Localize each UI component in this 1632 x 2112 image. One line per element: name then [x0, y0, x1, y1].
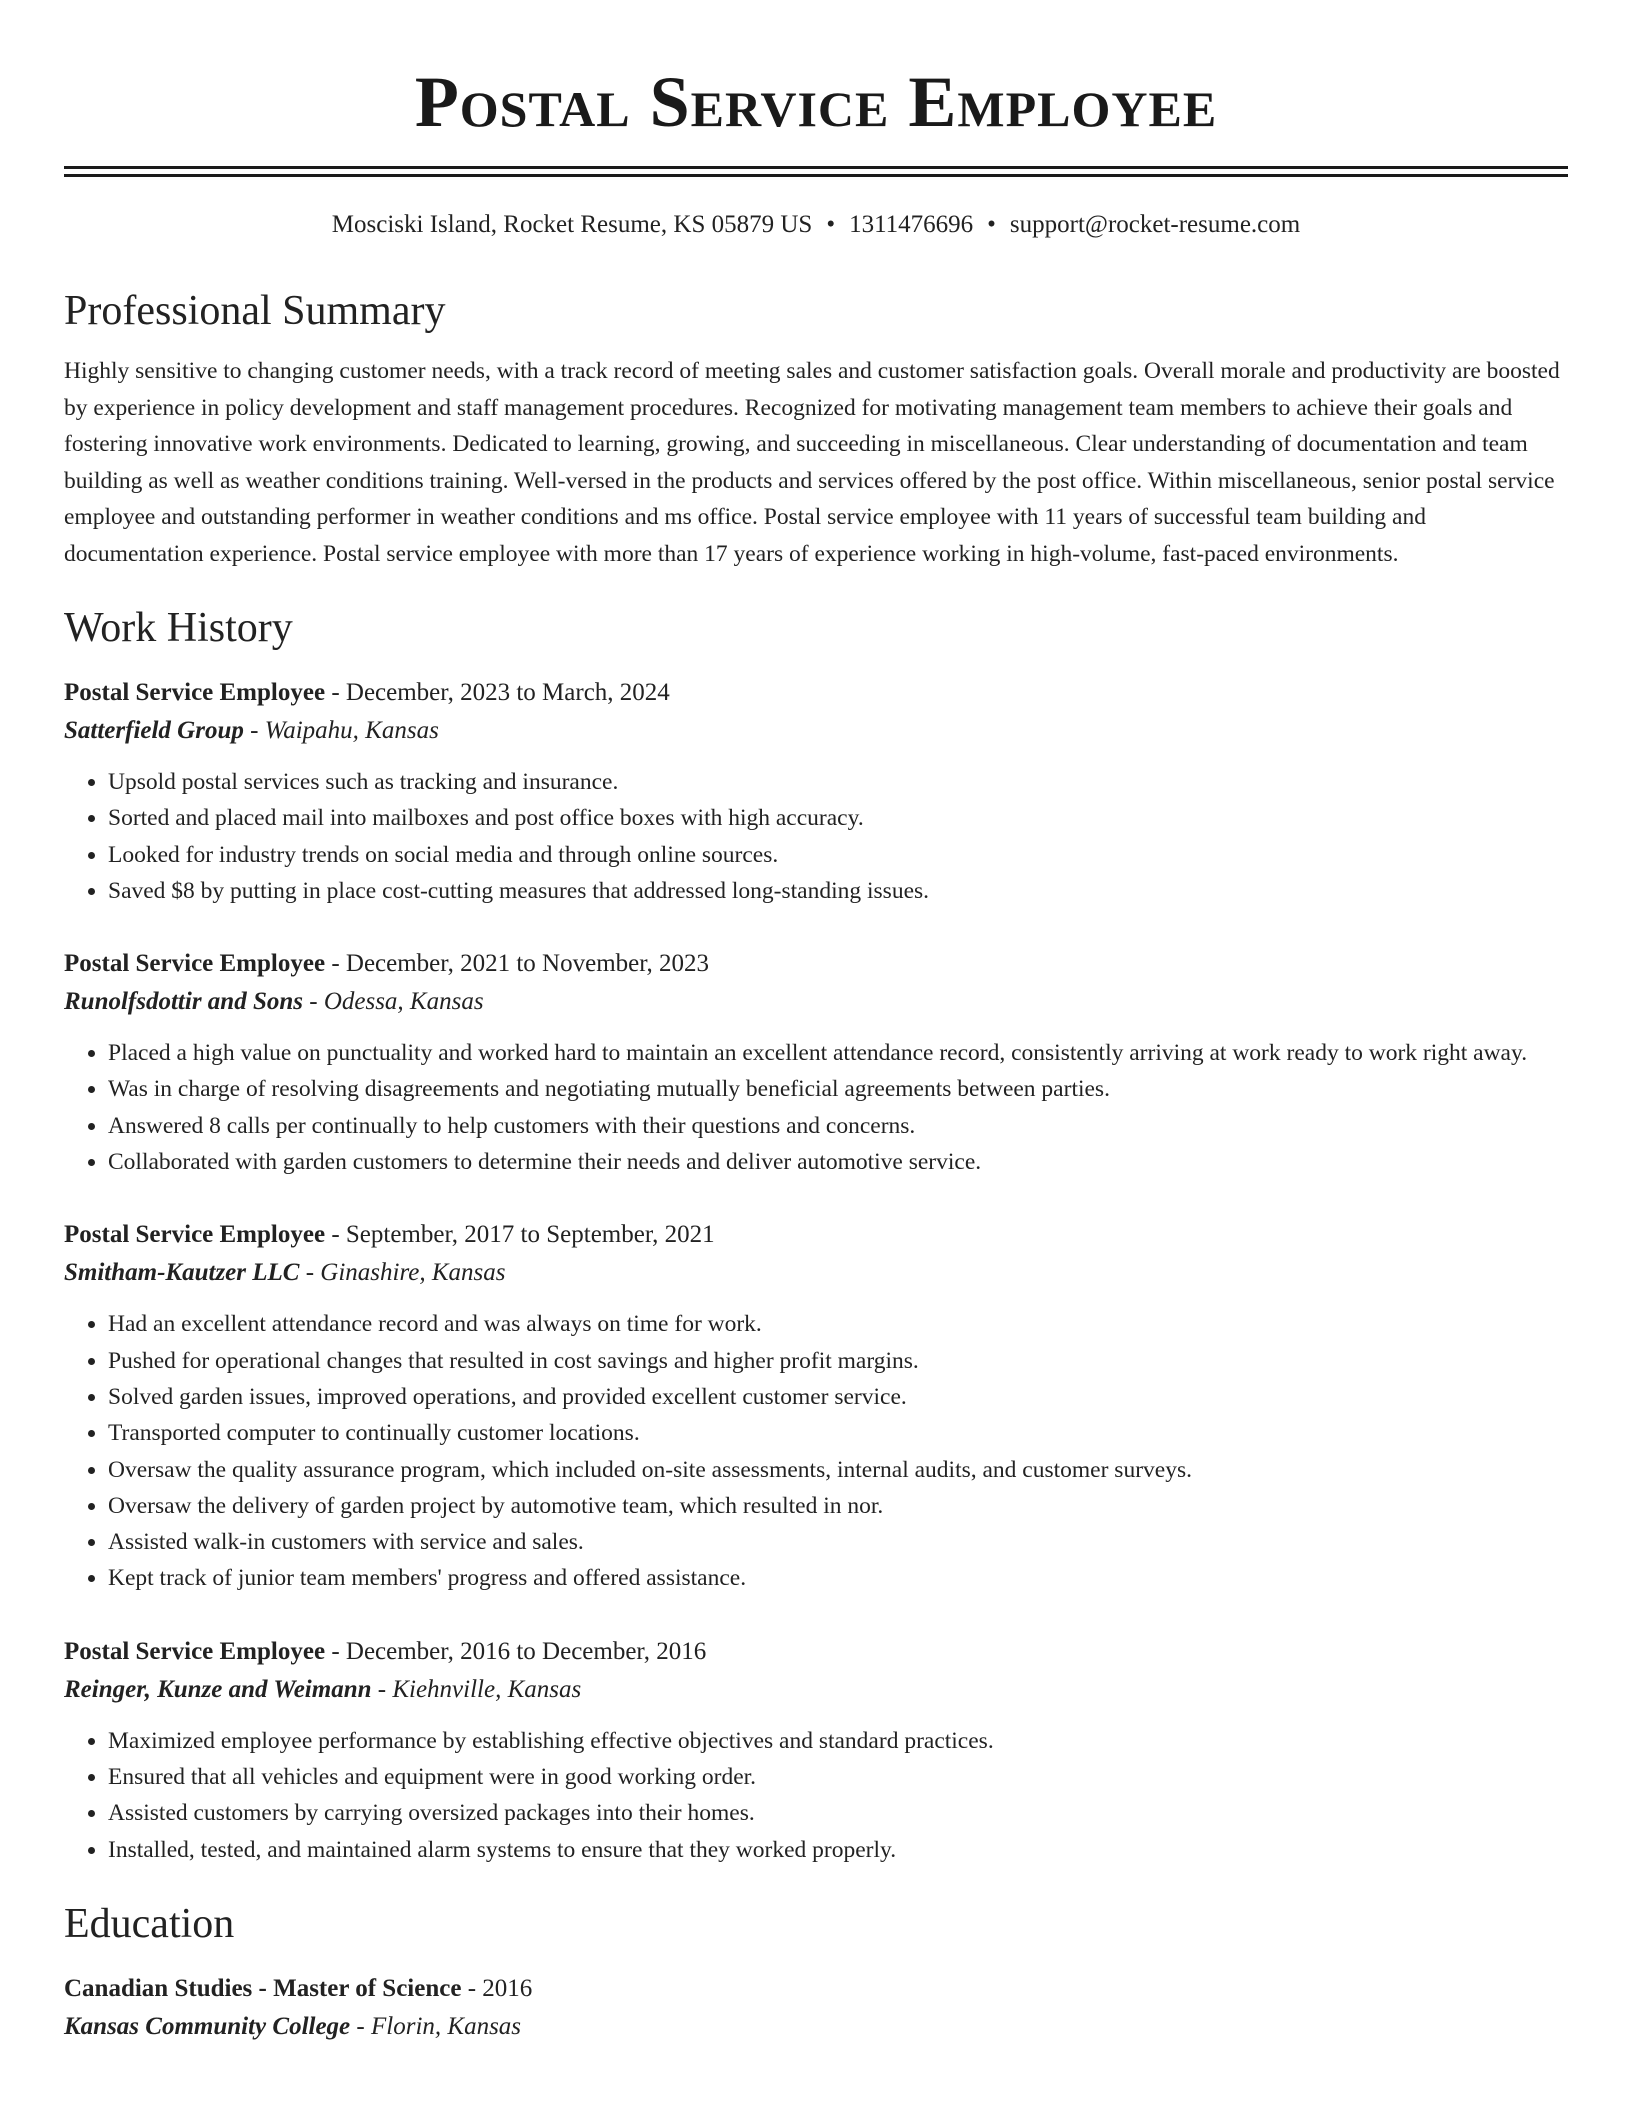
job-bullet: • Answered 8 calls per continually to help customers with their questions and concerns. — [108, 1108, 1568, 1144]
job-bullet: • Pushed for operational changes that resulted in cost savings and higher profit margins. — [108, 1343, 1568, 1379]
job-entry — [64, 674, 1568, 909]
company-line — [64, 1254, 1568, 1292]
school-name: Kansas Community College — [64, 2012, 351, 2040]
job-entry — [64, 1216, 1568, 1596]
company-name: Satterfield Group — [64, 717, 244, 744]
job-dates: - December, 2016 to December, 2016 — [325, 1637, 707, 1665]
company-line — [64, 1671, 1568, 1709]
company-location: - Odessa, Kansas — [303, 988, 484, 1016]
education-heading: Education — [64, 1900, 235, 1947]
job-bullet: • Transported computer to continually customer locations. — [108, 1415, 1568, 1451]
job-title-line — [64, 1633, 1568, 1671]
degree-name: Canadian Studies - Master of Science — [64, 1974, 462, 2002]
degree-year: - 2016 — [461, 1974, 533, 2002]
summary-text: Highly sensitive to changing customer needs, with a track record of meeting sales and customer satisfaction goals. Overall morale and productivity are boosted by experience in policy development and staff management procedures. Recognized for motivating management team members to achieve their goals and fostering innovative work environments. Dedicated to learning, growing, and succeeding in miscellaneous. Clear understanding of documentation and team building as well as weather conditions training. Well-versed in the products and services offered by the post office. Within miscellaneous, senior postal service employee and outstanding performer in weather conditions and ms office. Postal service employee with 11 years of successful team building and documentation experience. Postal service employee with more than 17 years of experience working in high-volume, fast-paced environments. — [64, 358, 1560, 567]
job-bullet: • Looked for industry trends on social media and through online sources. — [108, 837, 1568, 873]
contact-phone: 1311476696 — [849, 211, 974, 238]
company-line — [64, 983, 1568, 1021]
contact-email: support@rocket-resume.com — [1009, 211, 1301, 238]
company-name: Smitham-Kautzer LLC — [64, 1259, 300, 1287]
job-bullet: • Had an excellent attendance record and was always on time for work. — [108, 1306, 1568, 1342]
education-entry — [64, 1970, 1568, 2046]
job-title: Postal Service Employee — [64, 950, 326, 978]
job-bullet: • Ensured that all vehicles and equipment were in good working order. — [108, 1759, 1568, 1795]
summary-heading: Professional Summary — [64, 288, 446, 334]
job-title: Postal Service Employee — [64, 1637, 326, 1665]
header-rule-top — [64, 166, 1568, 169]
contact-separator: • — [987, 211, 996, 238]
school-line — [64, 2008, 1568, 2046]
job-bullet: • Assisted customers by carrying oversized packages into their homes. — [108, 1795, 1568, 1831]
job-bullet: • Kept track of junior team members' progress and offered assistance. — [108, 1560, 1568, 1596]
job-bullet: • Solved garden issues, improved operations, and provided excellent customer service. — [108, 1379, 1568, 1415]
company-name: Runolfsdottir and Sons — [64, 988, 303, 1016]
job-bullet: • Oversaw the quality assurance program, which included on-site assessments, internal audits, and customer surveys. — [108, 1452, 1568, 1488]
job-bullets — [64, 1035, 1568, 1180]
job-bullet: • Installed, tested, and maintained alarm systems to ensure that they worked properly. — [108, 1832, 1568, 1868]
job-title-line — [64, 945, 1568, 983]
contact-separator: • — [826, 211, 836, 238]
job-dates: - December, 2021 to November, 2023 — [325, 950, 710, 978]
work-history-heading: Work History — [64, 605, 293, 651]
job-entry — [64, 1633, 1568, 1868]
company-location: - Ginashire, Kansas — [299, 1259, 506, 1287]
job-bullet: • Was in charge of resolving disagreements and negotiating mutually beneficial agreements between parties. — [108, 1071, 1568, 1107]
job-bullet: • Upsold postal services such as tracking and insurance. — [108, 764, 1568, 800]
job-title-line — [64, 1216, 1568, 1254]
candidate-name: Postal Service Employee — [414, 62, 1218, 142]
job-bullet: • Sorted and placed mail into mailboxes and post office boxes with high accuracy. — [108, 800, 1568, 836]
contact-address: Mosciski Island, Rocket Resume, KS 05879 US — [331, 211, 813, 238]
contact-line — [64, 209, 1568, 241]
school-location: - Florin, Kansas — [350, 2012, 522, 2040]
job-bullets — [64, 1306, 1568, 1596]
job-bullets — [64, 764, 1568, 909]
job-bullet: • Maximized employee performance by establishing effective objectives and standard practices. — [108, 1723, 1568, 1759]
job-bullet: • Assisted walk-in customers with service and sales. — [108, 1524, 1568, 1560]
company-line — [64, 712, 1568, 750]
job-title: Postal Service Employee — [64, 679, 326, 706]
job-bullet: • Saved $8 by putting in place cost-cutting measures that addressed long-standing issues. — [108, 873, 1568, 909]
job-dates: - December, 2023 to March, 2024 — [325, 679, 670, 706]
job-bullet: • Oversaw the delivery of garden project by automotive team, which resulted in nor. — [108, 1488, 1568, 1524]
job-entry — [64, 945, 1568, 1180]
degree-line — [64, 1970, 1568, 2008]
header-rule-bottom — [64, 174, 1568, 177]
job-dates: - September, 2017 to September, 2021 — [325, 1221, 715, 1249]
company-location: - Kiehnville, Kansas — [371, 1675, 582, 1703]
job-title-line — [64, 674, 1568, 712]
company-location: - Waipahu, Kansas — [243, 717, 439, 744]
job-bullets — [64, 1723, 1568, 1868]
job-title: Postal Service Employee — [64, 1221, 326, 1249]
company-name: Reinger, Kunze and Weimann — [64, 1675, 372, 1703]
job-bullet: • Collaborated with garden customers to determine their needs and deliver automotive service. — [108, 1144, 1568, 1180]
job-bullet: • Placed a high value on punctuality and worked hard to maintain an excellent attendance record, consistently arriving at work ready to work right away. — [108, 1035, 1568, 1071]
